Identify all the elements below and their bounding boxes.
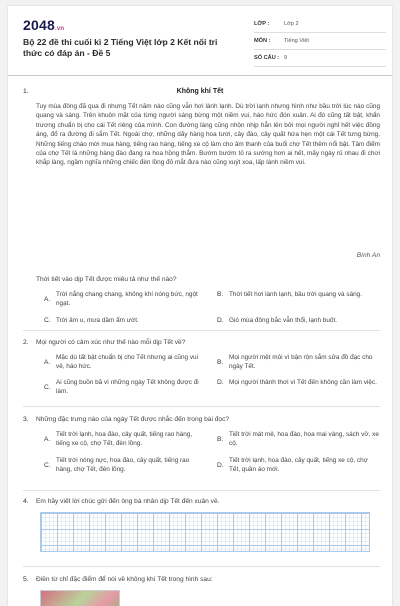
option-d[interactable] bbox=[217, 456, 379, 474]
option-letter: A. bbox=[44, 358, 51, 366]
meta-key: LỚP : bbox=[254, 21, 270, 27]
document-title: Bộ 22 đề thi cuối kì 2 Tiếng Việt lớp 2 Kết nối tri thức có đáp án - Đề 5 bbox=[23, 37, 218, 58]
question-text: Thời tiết vào dịp Tết được miêu tả như thế nào? bbox=[36, 276, 177, 283]
option-b[interactable] bbox=[217, 290, 379, 299]
option-text: Mọi người thảnh thơi vì Tết đến không cần làm việc. bbox=[229, 379, 377, 386]
question-divider bbox=[23, 406, 380, 407]
option-letter: C. bbox=[44, 383, 51, 391]
option-text: Trời âm u, mưa dầm ẩm ướt. bbox=[56, 317, 139, 324]
logo-suffix: .vn bbox=[54, 26, 65, 32]
option-letter: A. bbox=[44, 435, 51, 443]
reading-passage: Tuy mùa đông đã qua đi nhưng Tết năm nào cũng vẫn hơi lành lạnh. Dù trời lạnh nhưng hình như bầu trời lúc nào cũng quang và sáng. Trên khuôn mặt của từng người sáng bừng một niềm vui, háo hức đón xuân. Ai đó cũng tất bật, khẩn trương chuẩn bị cho cái Tết riêng của mình. Con đường làng cũng nhộn nhịp hẳn lên bởi mọi người nghỉ hết việc đồng áng, đổ ra đường đi sắm Tết. Ngoài chợ, những dãy hàng hoa tươi, cây đào, cây quất hứa hẹn một cái Tết tưng bừng. Những tiếng chào mời mua hàng, tiếng rao hàng, tiếng xe cộ làm cho âm thanh của buổi chợ Tết thêm nổi bật. Tâm điểm của chợ Tết là những hàng đào đang ra hoa hồng thắm. Bướm bướm tỏ ra sướng hơn ai hết, mấy ngày rủ nhau đi chơi khắp làng, ngầm nghĩa những chiếc đèn lồng đỏ mắt đưa nào cũng xuýt xoa, lấp lánh niềm vui. bbox=[36, 103, 380, 167]
tet-illustration-image bbox=[40, 590, 120, 606]
header-divider bbox=[8, 75, 392, 76]
passage-title: Không khí Tết bbox=[176, 88, 224, 95]
question-text: Em hãy viết lời chúc gửi đến ông bà nhân dịp Tết đến xuân về. bbox=[36, 498, 220, 505]
exam-page bbox=[8, 6, 392, 606]
writing-grid[interactable] bbox=[40, 512, 370, 552]
option-text: Mặc dù tất bật chuẩn bị cho Tết nhưng ai cũng vui vẻ, háo hức. bbox=[56, 354, 199, 370]
question-text: Những đặc trưng nào của ngày Tết được nhắc đến trong bài đọc? bbox=[36, 416, 230, 423]
option-letter: B. bbox=[217, 435, 224, 443]
meta-table bbox=[254, 16, 386, 67]
option-text: Gió mùa đông bắc vẫn thổi, lạnh buốt. bbox=[229, 317, 338, 324]
question-divider bbox=[23, 490, 380, 491]
option-c[interactable] bbox=[44, 378, 206, 396]
document-header bbox=[8, 6, 392, 66]
option-a[interactable] bbox=[44, 353, 206, 371]
option-text: Tiết trời lạnh, hoa đào, cây quất, tiếng rao hàng, tiếng xe cộ, chợ Tết, đèn lồng. bbox=[56, 431, 193, 447]
question-text: Mọi người có cảm xúc như thế nào mỗi dịp Tết về? bbox=[36, 339, 186, 346]
option-text: Tiết trời mát mẻ, hoa đào, hoa mai vàng, sách vở, xe cộ. bbox=[229, 431, 379, 447]
option-text: Ai cũng buồn bã vì những ngày Tết không được đi làm. bbox=[56, 379, 199, 395]
question-number: 5. bbox=[23, 576, 29, 583]
option-letter: C. bbox=[44, 317, 51, 324]
meta-row-question-count bbox=[254, 50, 386, 67]
option-text: Tiết trời nóng nực, hoa đào, cây quất, tiếng rao hàng, chợ Tết, đèn lồng. bbox=[56, 457, 190, 473]
question-number: 2. bbox=[23, 339, 29, 346]
option-letter: D. bbox=[217, 317, 224, 324]
option-d[interactable] bbox=[217, 378, 379, 387]
meta-value: 9 bbox=[284, 55, 288, 61]
option-a[interactable] bbox=[44, 430, 206, 448]
passage-author: Bình An bbox=[356, 252, 380, 259]
question-divider bbox=[23, 330, 380, 331]
option-text: Thời tiết hơi lành lạnh, bầu trời quang và sáng. bbox=[229, 291, 363, 298]
meta-row-subject bbox=[254, 33, 386, 50]
option-letter: B. bbox=[217, 291, 224, 298]
question-number: 3. bbox=[23, 416, 29, 423]
question-number: 1. bbox=[23, 88, 29, 95]
option-c[interactable] bbox=[44, 456, 206, 474]
option-letter: D. bbox=[217, 461, 224, 469]
question-divider bbox=[23, 566, 380, 567]
option-a[interactable] bbox=[44, 290, 206, 308]
option-d[interactable] bbox=[217, 316, 379, 325]
meta-key: SỐ CÂU : bbox=[254, 55, 280, 61]
option-letter: B. bbox=[217, 358, 224, 366]
question-text: Điền từ chỉ đặc điểm để nói về không khí Tết trong hình sau: bbox=[36, 576, 213, 583]
site-logo[interactable] bbox=[23, 17, 64, 33]
option-text: Mọi người mệt mỏi vì bận rộn sắm sửa đồ đạc cho ngày Tết. bbox=[229, 354, 373, 370]
option-letter: A. bbox=[44, 295, 51, 303]
option-text: Tiết trời lạnh, hoa đào, cây quất, tiếng xe cộ, chợ Tết, quần áo mới. bbox=[229, 457, 368, 473]
option-b[interactable] bbox=[217, 353, 379, 371]
meta-value: Tiếng Việt bbox=[284, 38, 309, 44]
meta-value: Lớp 2 bbox=[284, 21, 299, 27]
option-c[interactable] bbox=[44, 316, 206, 325]
meta-row-grade bbox=[254, 16, 386, 33]
meta-key: MÔN : bbox=[254, 38, 271, 44]
question-number: 4. bbox=[23, 498, 29, 505]
option-letter: C. bbox=[44, 461, 51, 469]
option-b[interactable] bbox=[217, 430, 379, 448]
option-letter: D. bbox=[217, 379, 224, 386]
option-text: Trời nắng chang chang, không khí nóng bức, ngột ngạt. bbox=[56, 291, 198, 307]
logo-text: 2048 bbox=[23, 17, 55, 33]
